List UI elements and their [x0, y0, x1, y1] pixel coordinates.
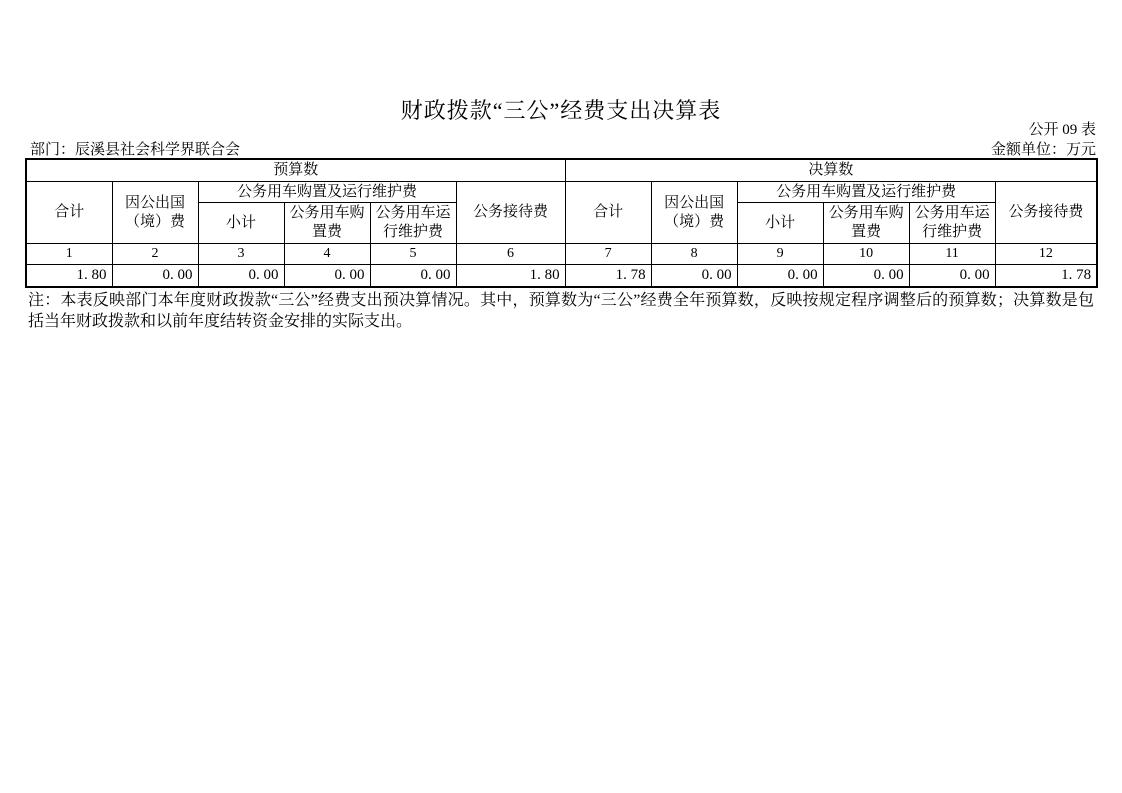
doc-number-label: 公开 09 表: [1028, 122, 1096, 138]
column-number-cell: 7: [565, 244, 651, 265]
header-final-subtotal: 小计: [737, 203, 823, 244]
column-number-cell: 8: [651, 244, 737, 265]
column-number-cell: 3: [198, 244, 284, 265]
value-cell-final-total: 1. 78: [565, 265, 651, 288]
column-number-cell: 1: [26, 244, 112, 265]
table-note: 注：本表反映部门本年度财政拨款“三公”经费支出预决算情况。其中，预算数为“三公”经费全年预算数，反映按规定程序调整后的预算数；决算数是包括当年财政拨款和以前年度结转资金安排的实际支出。: [28, 292, 1094, 330]
header-final-reception: 公务接待费: [995, 182, 1097, 244]
header-budget-purchase: 公务用车购置费: [284, 203, 370, 244]
header-final-purchase: 公务用车购置费: [823, 203, 909, 244]
header-budget-maintenance: 公务用车运行维护费: [370, 203, 456, 244]
value-cell-final-abroad: 0. 00: [651, 265, 737, 288]
column-number-cell: 10: [823, 244, 909, 265]
value-cell-budget-reception: 1. 80: [456, 265, 565, 288]
section-header-final: 决算数: [565, 159, 1097, 182]
header-budget-reception: 公务接待费: [456, 182, 565, 244]
value-cell-budget-subtotal: 0. 00: [198, 265, 284, 288]
value-cell-budget-maintenance: 0. 00: [370, 265, 456, 288]
header-final-total: 合计: [565, 182, 651, 244]
value-cell-final-reception: 1. 78: [995, 265, 1097, 288]
column-number-cell: 11: [909, 244, 995, 265]
header-budget-total: 合计: [26, 182, 112, 244]
value-cell-final-maintenance: 0. 00: [909, 265, 995, 288]
column-number-cell: 2: [112, 244, 198, 265]
value-cell-final-purchase: 0. 00: [823, 265, 909, 288]
header-budget-subtotal: 小计: [198, 203, 284, 244]
header-budget-vehicle-group: 公务用车购置及运行维护费: [198, 182, 456, 203]
unit-label: 金额单位：万元: [990, 142, 1096, 158]
page-title: 财政拨款“三公”经费支出决算表: [400, 98, 722, 123]
column-number-cell: 5: [370, 244, 456, 265]
header-budget-abroad: 因公出国（境）费: [112, 182, 198, 244]
header-final-maintenance: 公务用车运行维护费: [909, 203, 995, 244]
column-number-cell: 12: [995, 244, 1097, 265]
header-final-abroad: 因公出国（境）费: [651, 182, 737, 244]
value-cell-budget-abroad: 0. 00: [112, 265, 198, 288]
column-number-cell: 4: [284, 244, 370, 265]
column-number-cell: 9: [737, 244, 823, 265]
column-number-cell: 6: [456, 244, 565, 265]
three-public-expense-table: [25, 158, 1098, 288]
value-cell-budget-purchase: 0. 00: [284, 265, 370, 288]
header-final-vehicle-group: 公务用车购置及运行维护费: [737, 182, 995, 203]
value-cell-final-subtotal: 0. 00: [737, 265, 823, 288]
section-header-budget: 预算数: [26, 159, 565, 182]
department-label: 部门：辰溪县社会科学界联合会: [30, 142, 241, 158]
value-cell-budget-total: 1. 80: [26, 265, 112, 288]
